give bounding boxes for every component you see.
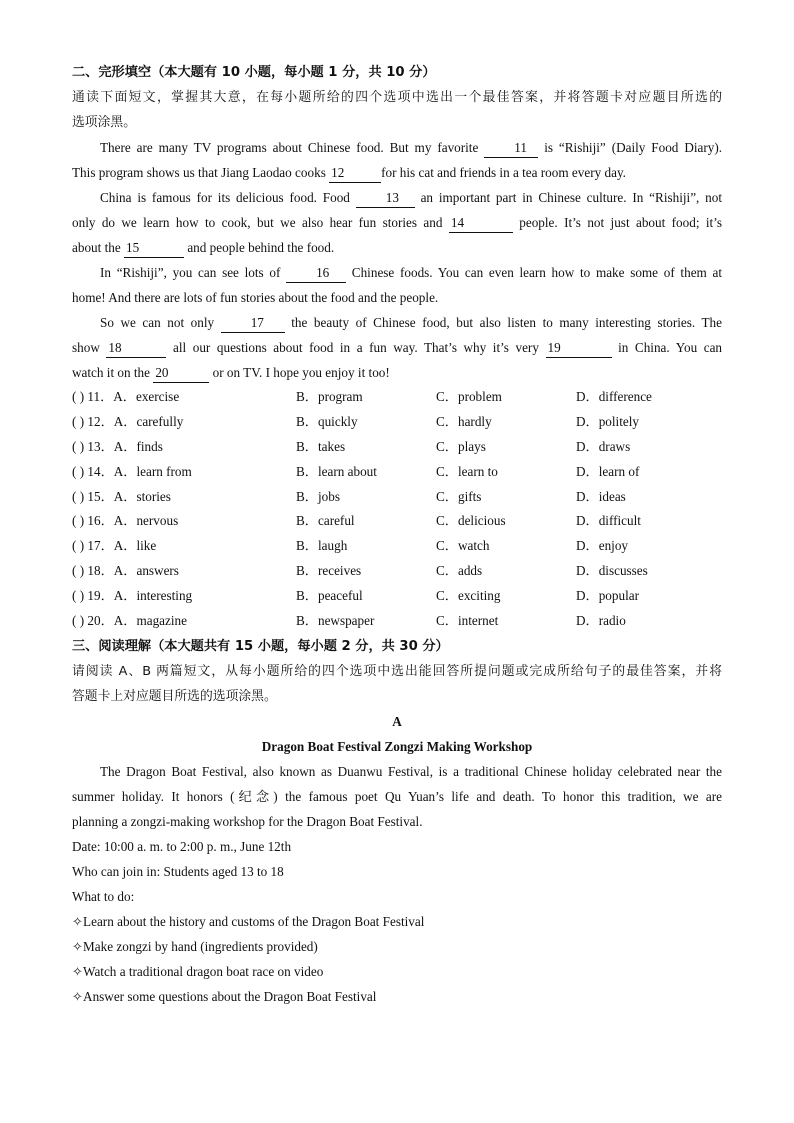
option-b: B．laugh <box>296 538 348 554</box>
option-d: D．difficult <box>576 513 641 529</box>
blank-16: 16 <box>286 264 346 283</box>
passage-line <box>72 135 722 160</box>
passage-label: A <box>392 713 402 729</box>
passage-text: for his cat and friends in a tea room every day. <box>381 165 626 180</box>
passage-text: So we can not only <box>100 315 215 330</box>
passage-line <box>72 185 722 210</box>
passage-line: home! And there are lots of fun stories about the food and the people. <box>72 290 439 305</box>
option-d: D．difference <box>576 389 652 404</box>
option-b: B．peaceful <box>296 588 363 604</box>
blank-19: 19 <box>546 339 612 358</box>
option-d: D．radio <box>576 613 626 629</box>
passage-text: only do we learn how to cook, but we also hear fun stories and <box>72 215 443 230</box>
option-d: D．discusses <box>576 563 648 579</box>
activity-item: ✧Answer some questions about the Dragon Boat Festival <box>72 988 377 1004</box>
blank-18: 18 <box>106 339 166 358</box>
passage-line <box>72 335 722 360</box>
activity-item: ✧Watch a traditional dragon boat race on video <box>72 963 324 979</box>
blank-11: 11 <box>484 139 538 158</box>
option-b: B．newspaper <box>296 613 375 629</box>
passage-text: in China. You can <box>618 340 723 355</box>
passage-text: There are many TV programs about Chinese food. But my favorite <box>100 140 479 155</box>
option-row <box>72 385 722 410</box>
option-b: B．quickly <box>296 413 358 429</box>
option-c: C．hardly <box>436 413 492 429</box>
option-b: B．learn about <box>296 463 377 479</box>
passage-text: about the <box>72 240 121 255</box>
option-c: C．watch <box>436 538 490 554</box>
passage-text: is “Rishiji” (Daily Food Diary). <box>544 140 723 155</box>
option-d: D．ideas <box>576 488 626 504</box>
option-b: B．jobs <box>296 488 340 504</box>
section-2-instruction-line-2: 选项涂黑。 <box>72 115 136 130</box>
passage-line: summer holiday. It honors (纪念) the famous poet Qu Yuan’s life and death. To honor this tradition, we are <box>72 788 722 804</box>
passage-line: planning a zongzi-making workshop for the Dragon Boat Festival. <box>72 813 423 829</box>
option-row <box>72 460 722 485</box>
option-c: C．plays <box>436 438 486 454</box>
option-c: C．learn to <box>436 463 498 479</box>
option-b: B．receives <box>296 563 362 579</box>
exam-page <box>72 60 722 1009</box>
option-d: D．draws <box>576 438 631 454</box>
option-row <box>72 584 722 609</box>
passage-text: or on TV. I hope you enjoy it too! <box>212 365 390 380</box>
passage-text: Chinese foods. You can even learn how to make some of them at <box>351 265 723 280</box>
option-d: D．learn of <box>576 463 640 479</box>
option-b: B．takes <box>296 438 346 454</box>
event-activities-label: What to do: <box>72 888 135 904</box>
passage-line <box>72 160 722 185</box>
option-question: ( ) 18．A．answers <box>72 563 179 579</box>
passage-title: Dragon Boat Festival Zongzi Making Workshop <box>261 738 533 754</box>
event-date: Date: 10:00 a. m. to 2:00 p. m., June 12th <box>72 838 292 854</box>
passage-text: show <box>72 340 100 355</box>
passage-text: all our questions about food in a fun way. That’s why it’s very <box>173 340 539 355</box>
blank-14: 14 <box>449 214 513 233</box>
passage-line <box>72 360 722 385</box>
section-3-heading: 三、阅读理解（本大题共有 15 小题，每小题 2 分，共 30 分） <box>72 638 449 654</box>
option-row <box>72 609 722 634</box>
passage-text: the beauty of Chinese food, but also listen to many interesting stories. The <box>291 315 722 330</box>
option-d: D．enjoy <box>576 538 629 554</box>
option-row <box>72 509 722 534</box>
option-row <box>72 410 722 435</box>
blank-13: 13 <box>356 189 415 208</box>
option-question: ( ) 15．A．stories <box>72 488 171 504</box>
passage-line <box>72 310 722 335</box>
passage-text: people. It’s not just about food; it’s <box>519 215 723 230</box>
option-c: C．delicious <box>436 513 506 529</box>
option-question: ( ) 16．A．nervous <box>72 513 179 529</box>
option-question: ( ) 13．A．finds <box>72 438 163 454</box>
option-c: C．problem <box>436 389 502 404</box>
option-question: ( ) 17．A．like <box>72 538 157 554</box>
passage-text: This program shows us that Jiang Laodao cooks <box>72 165 326 180</box>
option-b: B．careful <box>296 513 355 529</box>
blank-15: 15 <box>124 239 184 258</box>
option-c: C．exciting <box>436 588 501 604</box>
passage-line: The Dragon Boat Festival, also known as Duanwu Festival, is a traditional Chinese holiday celebrated near the <box>100 763 722 779</box>
option-d: D．popular <box>576 588 639 604</box>
section-2-instruction-line-1: 通读下面短文，掌握其大意，在每小题所给的四个选项中选出一个最佳答案，并将答题卡对应题目所选的 <box>72 90 722 105</box>
options-list <box>72 385 722 634</box>
section-2-heading: 二、完形填空（本大题有 10 小题，每小题 1 分，共 10 分） <box>72 65 436 80</box>
passage-line <box>72 260 722 285</box>
option-row <box>72 559 722 584</box>
passage-text: In “Rishiji”, you can see lots of <box>100 265 281 280</box>
activity-item: ✧Learn about the history and customs of the Dragon Boat Festival <box>72 913 425 929</box>
option-row <box>72 534 722 559</box>
section-3-instruction-line-2: 答题卡上对应题目所选的选项涂黑。 <box>72 688 277 704</box>
option-row <box>72 485 722 510</box>
option-question: ( ) 14．A．learn from <box>72 463 192 479</box>
passage-line <box>72 210 722 235</box>
option-question: ( ) 12．A．carefully <box>72 413 184 429</box>
passage-text: China is famous for its delicious food. Food <box>100 190 350 205</box>
passage-text: watch it on the <box>72 365 151 380</box>
passage-text: an important part in Chinese culture. In “Rishiji”, not <box>420 190 723 205</box>
blank-20: 20 <box>153 364 209 383</box>
passage-line <box>72 235 722 260</box>
option-question: ( ) 20．A．magazine <box>72 613 187 629</box>
section-3-instruction-line-1: 请阅读 A、B 两篇短文，从每小题所给的四个选项中选出能回答所提问题或完成所给句子的最佳答案，并将 <box>72 663 722 679</box>
option-question: ( ) 19．A．interesting <box>72 588 193 604</box>
event-eligibility: Who can join in: Students aged 13 to 18 <box>72 863 284 879</box>
blank-12: 12 <box>329 164 381 183</box>
blank-17: 17 <box>221 314 285 333</box>
option-b: B．program <box>296 389 363 404</box>
option-question: ( ) 11．A．exercise <box>72 389 180 404</box>
option-d: D．politely <box>576 413 640 429</box>
option-c: C．adds <box>436 563 483 579</box>
activity-item: ✧Make zongzi by hand (ingredients provided) <box>72 938 318 954</box>
option-c: C．gifts <box>436 488 482 504</box>
option-row <box>72 435 722 460</box>
passage-text: and people behind the food. <box>187 240 335 255</box>
option-c: C．internet <box>436 613 499 629</box>
